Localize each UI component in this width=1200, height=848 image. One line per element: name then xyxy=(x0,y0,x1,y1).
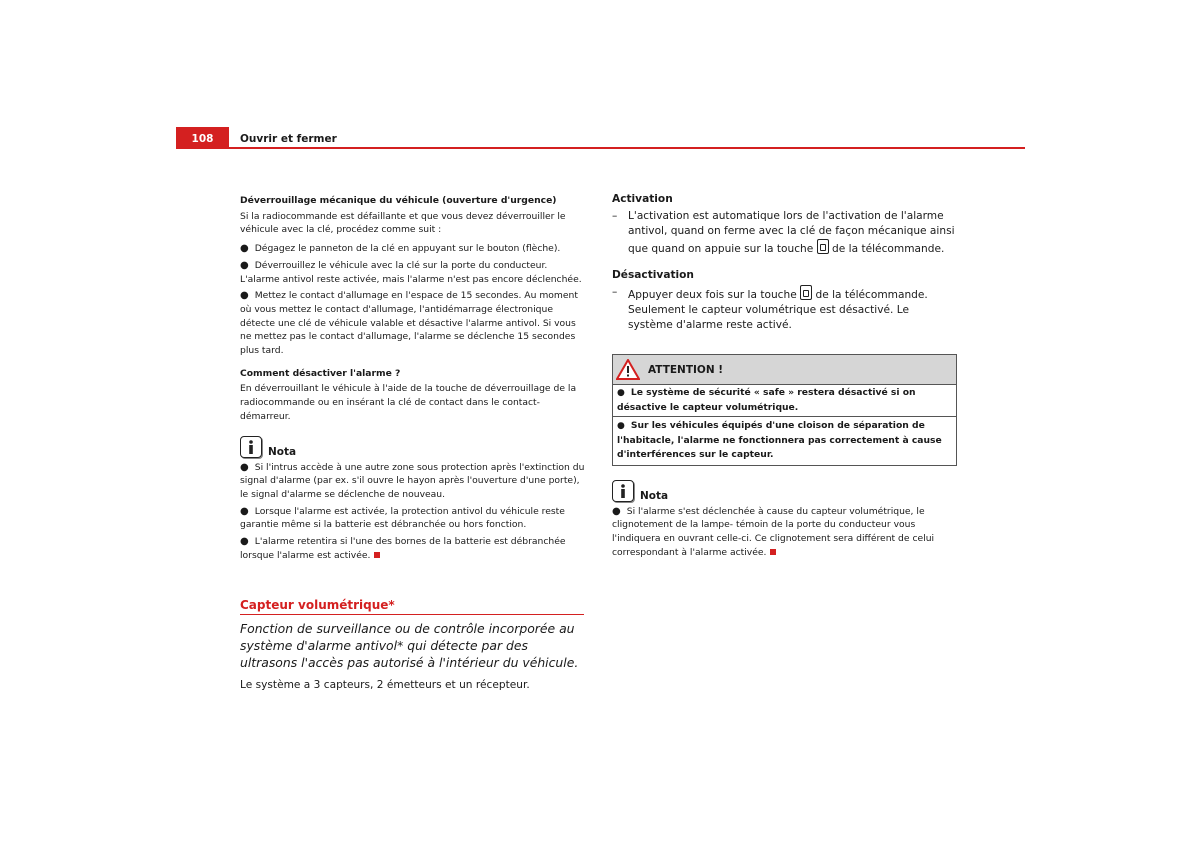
nota-title: Nota xyxy=(640,489,669,502)
attention-box xyxy=(612,354,957,466)
nota-title: Nota xyxy=(268,445,297,458)
section-body: Le système a 3 capteurs, 2 émetteurs et un récepteur. xyxy=(240,678,530,691)
warning-icon xyxy=(616,359,640,380)
bullet-icon: ● xyxy=(240,259,249,271)
page-header xyxy=(176,127,1025,149)
mech-unlock-intro: Si la radiocommande est défaillante et que vous devez déverrouiller le véhicule avec la clé, procédez comme suit : xyxy=(240,210,566,236)
nota-box xyxy=(612,480,957,560)
list-item: ● Déverrouillez le véhicule avec la clé sur la porte du conducteur. L'alarme antivol reste activée, mais l'alarme n'est pas encore déclenchée. xyxy=(240,259,582,285)
nota-box xyxy=(240,436,586,563)
bullet-icon: ● xyxy=(240,505,249,517)
divider xyxy=(613,416,956,417)
activation-item: – L'activation est automatique lors de l'activation de l'alarme antivol, quand on ferme avec la clé de façon mécanique ainsi que quand on appuie sur la touche de la télécommande. xyxy=(612,210,955,255)
list-item: ● Le système de sécurité « safe » restera désactivé si on désactive le capteur volumétrique. xyxy=(617,387,916,413)
bullet-icon: ● xyxy=(240,461,249,473)
volumetric-section xyxy=(240,598,586,692)
list-item: ● Si l'alarme s'est déclenchée à cause du capteur volumétrique, le clignotement de la lampe- témoin de la porte du conducteur vous l'indiquera en ouvrant celle-ci. Ce clignotement sera différent de celui correspondant à l'alarme activée. xyxy=(612,505,935,558)
bullet-icon: ● xyxy=(240,536,249,548)
list-item: ● Dégagez le panneton de la clé en appuyant sur le bouton (flèche). xyxy=(240,243,561,255)
activation-title: Activation xyxy=(612,193,673,205)
lock-key-icon xyxy=(817,239,829,254)
list-item: ● Lorsque l'alarme est activée, la protection antivol du véhicule reste garantie même si la batterie est débranchée ou hors fonction. xyxy=(240,505,565,531)
bullet-icon: ● xyxy=(240,290,249,302)
disable-alarm-title: Comment désactiver l'alarme ? xyxy=(240,367,401,379)
disable-alarm-text: En déverrouillant le véhicule à l'aide de la touche de déverrouillage de la radiocommande ou en insérant la clé de contact dans le contact-démarreur. xyxy=(240,383,577,422)
section-rule xyxy=(240,614,584,615)
attention-title: ATTENTION ! xyxy=(648,363,724,376)
end-of-section-marker xyxy=(770,549,776,555)
left-column xyxy=(240,194,586,693)
section-title: Capteur volumétrique* xyxy=(240,598,395,613)
right-column xyxy=(612,193,957,559)
bullet-icon: ● xyxy=(240,243,249,255)
lock-key-icon xyxy=(800,285,812,300)
bullet-icon: ● xyxy=(617,421,625,432)
section-lead: Fonction de surveillance ou de contrôle incorporée au système d'alarme antivol* qui détecte par des ultrasons l'accès pas autorisé à l'intérieur du véhicule. xyxy=(240,621,579,670)
chapter-title: Ouvrir et fermer xyxy=(240,133,337,145)
mech-unlock-title: Déverrouillage mécanique du véhicule (ouverture d'urgence) xyxy=(240,195,557,206)
page-number: 108 xyxy=(176,127,229,149)
list-item: ● L'alarme retentira si l'une des bornes de la batterie est débranchée lorsque l'alarme est activée. xyxy=(240,536,566,561)
info-icon xyxy=(240,436,262,458)
deactivation-title: Désactivation xyxy=(612,269,694,281)
bullet-icon: ● xyxy=(617,388,625,398)
info-icon xyxy=(612,480,634,502)
deactivation-item: – Appuyer deux fois sur la touche de la télécommande. Seulement le capteur volumétrique est désactivé. Le système d'alarme reste activé. xyxy=(612,286,928,331)
end-of-section-marker xyxy=(374,552,380,558)
list-item: ● Si l'intrus accède à une autre zone sous protection après l'extinction du signal d'alarme (par ex. s'il ouvre le hayon après l'ouverture d'une porte), le signal d'alarme se déclenche de nouveau. xyxy=(240,461,585,500)
header-rule xyxy=(229,147,1025,149)
list-item: ● Mettez le contact d'allumage en l'espace de 15 secondes. Au moment où vous mettez le contact d'allumage, l'antidémarrage électronique détecte une clé de véhicule valable et désactive l'alarme antivol. Si vous ne mettez pas le contact d'allumage, l'alarme se déclenche 15 secondes plus tard. xyxy=(240,290,578,357)
bullet-icon: ● xyxy=(612,505,621,517)
list-item: ● Sur les véhicules équipés d'une cloison de séparation de l'habitacle, l'alarme ne fonctionnera pas correctement à cause d'interférences sur le capteur. xyxy=(617,420,942,460)
